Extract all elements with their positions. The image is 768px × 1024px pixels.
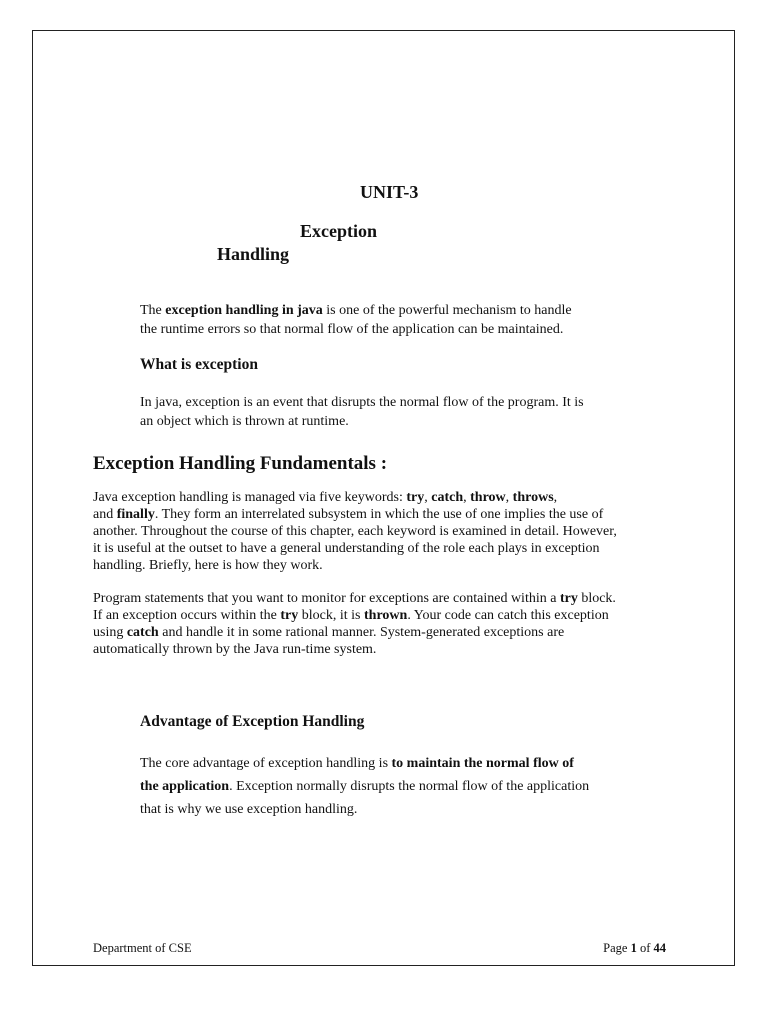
fundamentals-paragraph-1: Java exception handling is managed via five keywords: try, catch, throw, throws, and finally. They form an interrelated subsystem in which the use of one implies the use of another. Throughout the course of this chapter, each keyword is examined in detail. However, it is useful at the outset to have a general understanding of the role each plays in exception handling. Briefly, here is how they work. (93, 490, 617, 573)
intro-line-1: The exception handling in java is one of the powerful mechanism to handle (140, 303, 572, 318)
footer-department: Department of CSE (93, 941, 192, 955)
advantage-heading: Advantage of Exception Handling (140, 713, 365, 730)
advantage-paragraph: The core advantage of exception handling is to maintain the normal flow of the application. Exception normally disrupts the normal flow of the application that is why we use exception handling. (140, 756, 590, 817)
footer-page-number: Page 1 of 44 (603, 941, 666, 955)
unit-heading: UNIT-3 (360, 182, 419, 202)
what-heading: What is exception (140, 356, 258, 373)
what-line-2: an object which is thrown at runtime. (140, 414, 349, 429)
intro-bold: exception handling in java (165, 303, 323, 318)
title-line-2: Handling (217, 244, 290, 264)
fundamentals-paragraph-2: Program statements that you want to monitor for exceptions are contained within a try block. If an exception occurs within the try block, it is thrown. Your code can catch this exception using catch and handle it in some rational manner. System-generated exceptions are automatically thrown by the Java run-time system. (93, 591, 616, 657)
title-line-1: Exception (300, 221, 378, 241)
intro-line-2: the runtime errors so that normal flow of the application can be maintained. (140, 322, 564, 337)
fundamentals-heading: Exception Handling Fundamentals : (93, 453, 388, 474)
what-line-1: In java, exception is an event that disrupts the normal flow of the program. It is (140, 395, 584, 410)
